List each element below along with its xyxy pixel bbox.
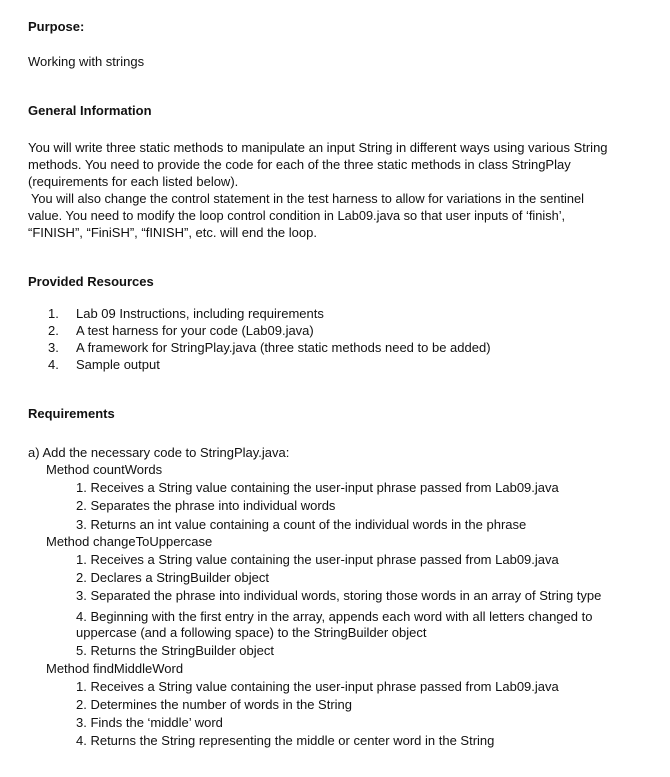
list-item: 1. Lab 09 Instructions, including requirements xyxy=(48,306,324,321)
general-p1-line-2: methods. You need to provide the code for each of the three static methods in class StringPlay xyxy=(28,157,571,172)
method3-item-2: 2. Determines the number of words in the String xyxy=(76,697,353,712)
method3-item-3: 3. Finds the ‘middle’ word xyxy=(76,715,223,730)
method2-item-4: 4. Beginning with the first entry in the array, appends each word with all letters changed to xyxy=(76,609,593,624)
general-paragraph-2 xyxy=(28,190,645,241)
general-p1-line-3: (requirements for each listed below). xyxy=(28,174,239,189)
requirements-intro: a) Add the necessary code to StringPlay.java: xyxy=(28,445,290,460)
requirements-heading: Requirements xyxy=(28,406,115,421)
method2-item-5: 5. Returns the StringBuilder object xyxy=(76,643,274,658)
method2-item-1: 1. Receives a String value containing the user-input phrase passed from Lab09.java xyxy=(76,552,559,567)
resources-list xyxy=(48,305,491,373)
method2-item-4-cont: uppercase (and a following space) to the StringBuilder object xyxy=(76,625,427,640)
method2-item-2: 2. Declares a StringBuilder object xyxy=(76,570,269,585)
purpose-text: Working with strings xyxy=(28,54,145,69)
general-p2-line-2: value. You need to modify the loop control condition in Lab09.java so that user inputs of ‘finish’, xyxy=(28,208,566,223)
general-paragraph-1 xyxy=(28,139,642,190)
method2-item-3: 3. Separated the phrase into individual words, storing those words in an array of String type xyxy=(76,588,602,603)
list-item: 2. A test harness for your code (Lab09.java) xyxy=(48,323,314,338)
general-p1-line-1: You will write three static methods to manipulate an input String in different ways using various String xyxy=(28,140,608,155)
method-change-to-uppercase-title: Method changeToUppercase xyxy=(46,534,213,549)
list-item: 3. A framework for StringPlay.java (three static methods need to be added) xyxy=(48,340,491,355)
general-p2-line-1: You will also change the control statement in the test harness to allow for variations in the sentinel xyxy=(31,191,584,206)
method3-item-4: 4. Returns the String representing the middle or center word in the String xyxy=(76,733,495,748)
method-find-middle-word-title: Method findMiddleWord xyxy=(46,661,184,676)
method1-item-3: 3. Returns an int value containing a count of the individual words in the phrase xyxy=(76,517,527,532)
method1-item-1: 1. Receives a String value containing the user-input phrase passed from Lab09.java xyxy=(76,480,559,495)
general-p2-line-3: “FINISH”, “FiniSH”, “fINISH”, etc. will end the loop. xyxy=(28,225,317,240)
list-item: 4. Sample output xyxy=(48,357,160,372)
resources-heading: Provided Resources xyxy=(28,274,154,289)
purpose-heading: Purpose: xyxy=(28,19,85,34)
method1-item-2: 2. Separates the phrase into individual words xyxy=(76,498,336,513)
general-info-heading: General Information xyxy=(28,103,152,118)
method3-item-1: 1. Receives a String value containing the user-input phrase passed from Lab09.java xyxy=(76,679,559,694)
method-count-words-title: Method countWords xyxy=(46,462,163,477)
